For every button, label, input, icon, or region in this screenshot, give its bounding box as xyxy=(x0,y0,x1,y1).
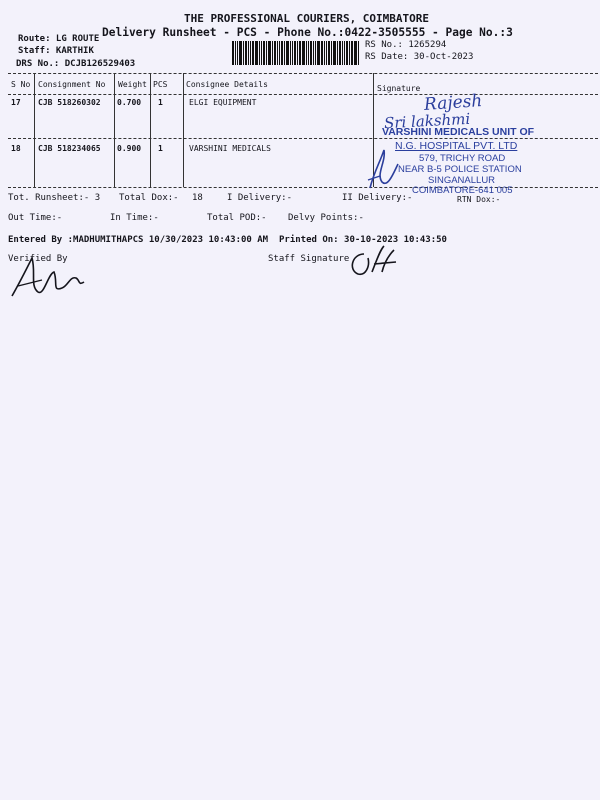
stamp-line: SINGANALLUR xyxy=(428,175,496,186)
in-time-label: In Time:- xyxy=(110,213,159,223)
column-divider xyxy=(150,73,151,187)
route-label: Route: LG ROUTE xyxy=(18,34,100,44)
row-pcs: 1 xyxy=(158,98,163,107)
row-consignment: CJB 518234065 xyxy=(38,144,101,153)
table-row-rule xyxy=(8,138,598,139)
table-top-rule xyxy=(8,73,598,74)
stamp-line: NEAR B-5 POLICE STATION xyxy=(398,164,522,175)
stamp-line: VARSHINI MEDICALS UNIT OF xyxy=(382,126,535,138)
rs-number: RS No.: 1265294 xyxy=(365,40,447,50)
col-header-pcs: PCS xyxy=(153,80,168,89)
column-divider xyxy=(183,73,184,187)
row-weight: 0.900 xyxy=(117,144,142,153)
verifier-signature xyxy=(8,252,88,302)
stamp-line: N.G. HOSPITAL PVT. LTD xyxy=(395,140,518,152)
rs-date: RS Date: 30-Oct-2023 xyxy=(365,52,474,62)
receiver-name-handwriting: Rajesh xyxy=(423,90,483,116)
staff-label: Staff: KARTHIK xyxy=(18,46,94,56)
out-time-label: Out Time:- xyxy=(8,213,63,223)
row-signature-scribble xyxy=(364,142,404,194)
column-divider xyxy=(34,73,35,187)
drs-number: DRS No.: DCJB126529403 xyxy=(16,59,136,69)
table-header-rule xyxy=(8,94,598,95)
row-consignee: ELGI EQUIPMENT xyxy=(189,98,257,107)
delvy-points-label: Delvy Points:- xyxy=(288,213,364,223)
row-consignment: CJB 518260302 xyxy=(38,98,101,107)
col-header-consignee: Consignee Details xyxy=(186,80,268,89)
row-weight: 0.700 xyxy=(117,98,142,107)
verified-by-label: Verified By xyxy=(8,254,68,264)
col-header-consignment: Consignment No xyxy=(38,80,106,89)
col-header-sno: S No xyxy=(11,80,31,89)
total-runsheet: Tot. Runsheet:- 3 xyxy=(8,193,101,203)
company-title: THE PROFESSIONAL COURIERS, COIMBATORE xyxy=(184,12,430,25)
row-consignee: VARSHINI MEDICALS xyxy=(189,144,271,153)
col-header-weight: Weight xyxy=(118,80,147,89)
i-delivery-label: I Delivery:- xyxy=(227,193,293,203)
entered-by: Entered By :MADHUMITHAPCS 10/30/2023 10:43:00 AM xyxy=(8,235,269,245)
stamp-line: COIMBATORE-641 005 xyxy=(412,185,513,196)
printed-on: Printed On: 30-10-2023 10:43:50 xyxy=(279,235,447,245)
col-header-signature: Signature xyxy=(377,84,421,93)
row-pcs: 1 xyxy=(158,144,163,153)
barcode xyxy=(232,41,360,65)
total-dox-value: 18 xyxy=(192,193,203,203)
column-divider xyxy=(114,73,115,187)
total-dox-label: Total Dox:- xyxy=(119,193,179,203)
staff-signature-scribble xyxy=(344,242,404,282)
ii-delivery-label: II Delivery:- xyxy=(342,193,413,203)
stamp-line: 579, TRICHY ROAD xyxy=(419,153,506,164)
rtn-dox-label: RTN Dox:- xyxy=(457,195,501,204)
total-pod-label: Total POD:- xyxy=(207,213,267,223)
row-sno: 17 xyxy=(11,98,21,107)
receiver-signature-handwriting: Sri lakshmi xyxy=(383,109,471,133)
runsheet-subtitle: Delivery Runsheet - PCS - Phone No.:0422-3505555 - Page No.:3 xyxy=(102,26,513,39)
staff-signature-label: Staff Signature xyxy=(268,254,350,264)
row-sno: 18 xyxy=(11,144,21,153)
